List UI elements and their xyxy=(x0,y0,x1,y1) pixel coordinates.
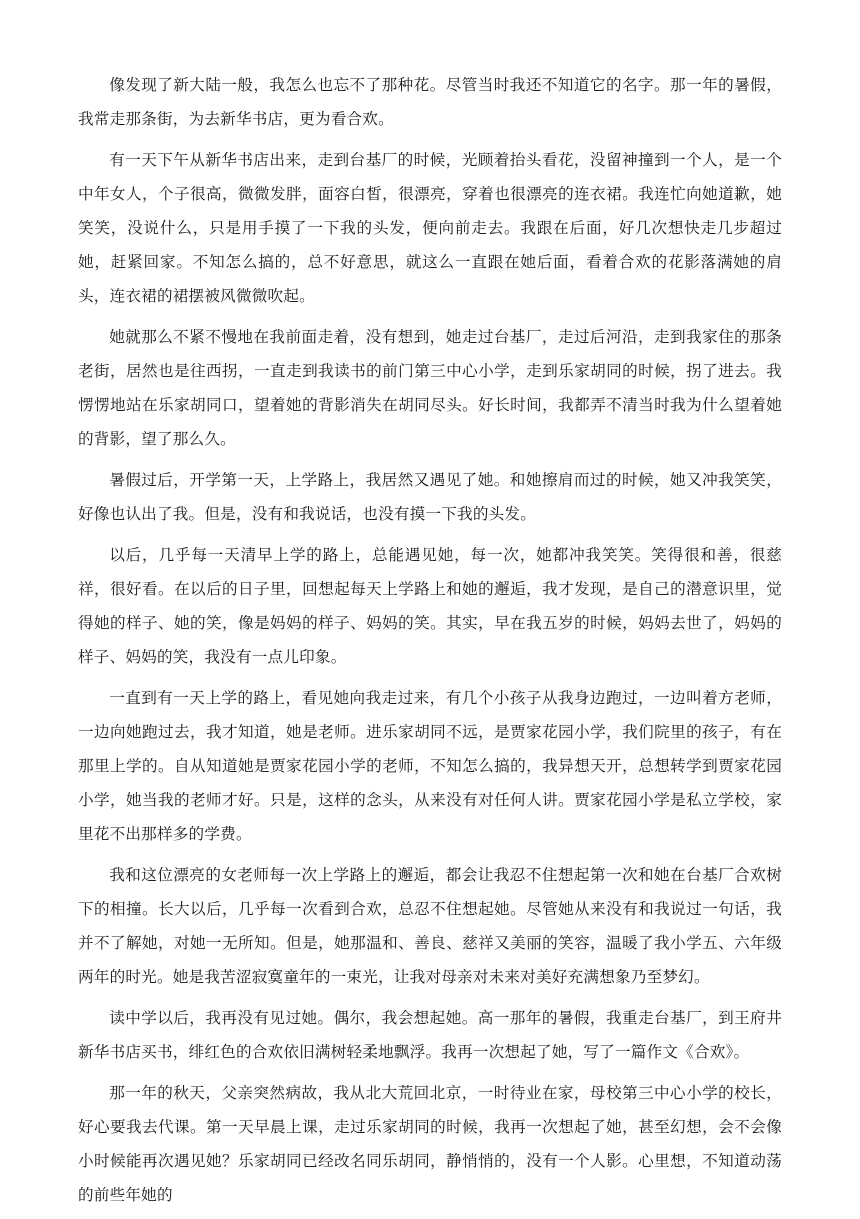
paragraph-1: 像发现了新大陆一般，我怎么也忘不了那种花。尽管当时我还不知道它的名字。那一年的暑假，我常走那条街，为去新华书店，更为看合欢。 xyxy=(78,76,782,128)
paragraph-4: 暑假过后，开学第一天，上学路上，我居然又遇见了她。和她擦肩而过的时候，她又冲我笑笑，好像也认出了我。但是，没有和我说话，也没有摸一下我的头发。 xyxy=(78,471,782,523)
paragraph-8: 读中学以后，我再没有见过她。偶尔，我会想起她。高一那年的暑假，我重走台基厂，到王府井新华书店买书，绯红色的合欢依旧满树轻柔地飘浮。我再一次想起了她，写了一篇作文《合欢》。 xyxy=(78,1009,782,1061)
paragraph-6: 一直到有一天上学的路上，看见她向我走过来，有几个小孩子从我身边跑过，一边叫着方老师，一边向她跑过去，我才知道，她是老师。进乐家胡同不远，是贾家花园小学，我们院里的孩子，有在那里上学的。自从知道她是贾家花园小学的老师，不知怎么搞的，我异想天开，总想转学到贾家花园小学，她当我的老师才好。只是，这样的念头，从来没有对任何人讲。贾家花园小学是私立学校，家里花不出那样多的学费。 xyxy=(78,689,782,843)
paragraph-7: 我和这位漂亮的女老师每一次上学路上的邂逅，都会让我忍不住想起第一次和她在台基厂合欢树下的相撞。长大以后，几乎每一次看到合欢，总忍不住想起她。尽管她从来没有和我说过一句话，我并不了解她，对她一无所知。但是，她那温和、善良、慈祥又美丽的笑容，温暖了我小学五、六年级两年的时光。她是我苦涩寂寞童年的一束光，让我对母亲对未来对美好充满想象乃至梦幻。 xyxy=(78,866,782,986)
paragraph-5: 以后，几乎每一天清早上学的路上，总能遇见她，每一次，她都冲我笑笑。笑得很和善，很慈祥，很好看。在以后的日子里，回想起每天上学路上和她的邂逅，我才发现，是自己的潜意识里，觉得她的样子、她的笑，像是妈妈的样子、妈妈的笑。其实，早在我五岁的时候，妈妈去世了，妈妈的样子、妈妈的笑，我没有一点儿印象。 xyxy=(78,546,782,666)
paragraph-9: 那一年的秋天，父亲突然病故，我从北大荒回北京，一时待业在家，母校第三中心小学的校长，好心要我去代课。第一天早晨上课，走过乐家胡同的时候，我再一次想起了她，甚至幻想，会不会像小时候能再次遇见她？乐家胡同已经改名同乐胡同，静悄悄的，没有一个人影。心里想，不知道动荡的前些年她的 xyxy=(78,1084,782,1204)
document-page xyxy=(78,68,782,1219)
paragraph-2: 有一天下午从新华书店出来，走到台基厂的时候，光顾着抬头看花，没留神撞到一个人，是一个中年女人，个子很高，微微发胖，面容白皙，很漂亮，穿着也很漂亮的连衣裙。我连忙向她道歉，她笑笑，没说什么，只是用手摸了一下我的头发，便向前走去。我跟在后面，好几次想快走几步超过她，赶紧回家。不知怎么搞的，总不好意思，就这么一直跟在她后面，看着合欢的花影落满她的肩头，连衣裙的裙摆被风微微吹起。 xyxy=(78,151,782,305)
paragraph-3: 她就那么不紧不慢地在我前面走着，没有想到，她走过台基厂，走过后河沿，走到我家住的那条老街，居然也是往西拐，一直走到我读书的前门第三中心小学，走到乐家胡同的时候，拐了进去。我愣愣地站在乐家胡同口，望着她的背影消失在胡同尽头。好长时间，我都弄不清当时我为什么望着她的背影，望了那么久。 xyxy=(78,328,782,448)
